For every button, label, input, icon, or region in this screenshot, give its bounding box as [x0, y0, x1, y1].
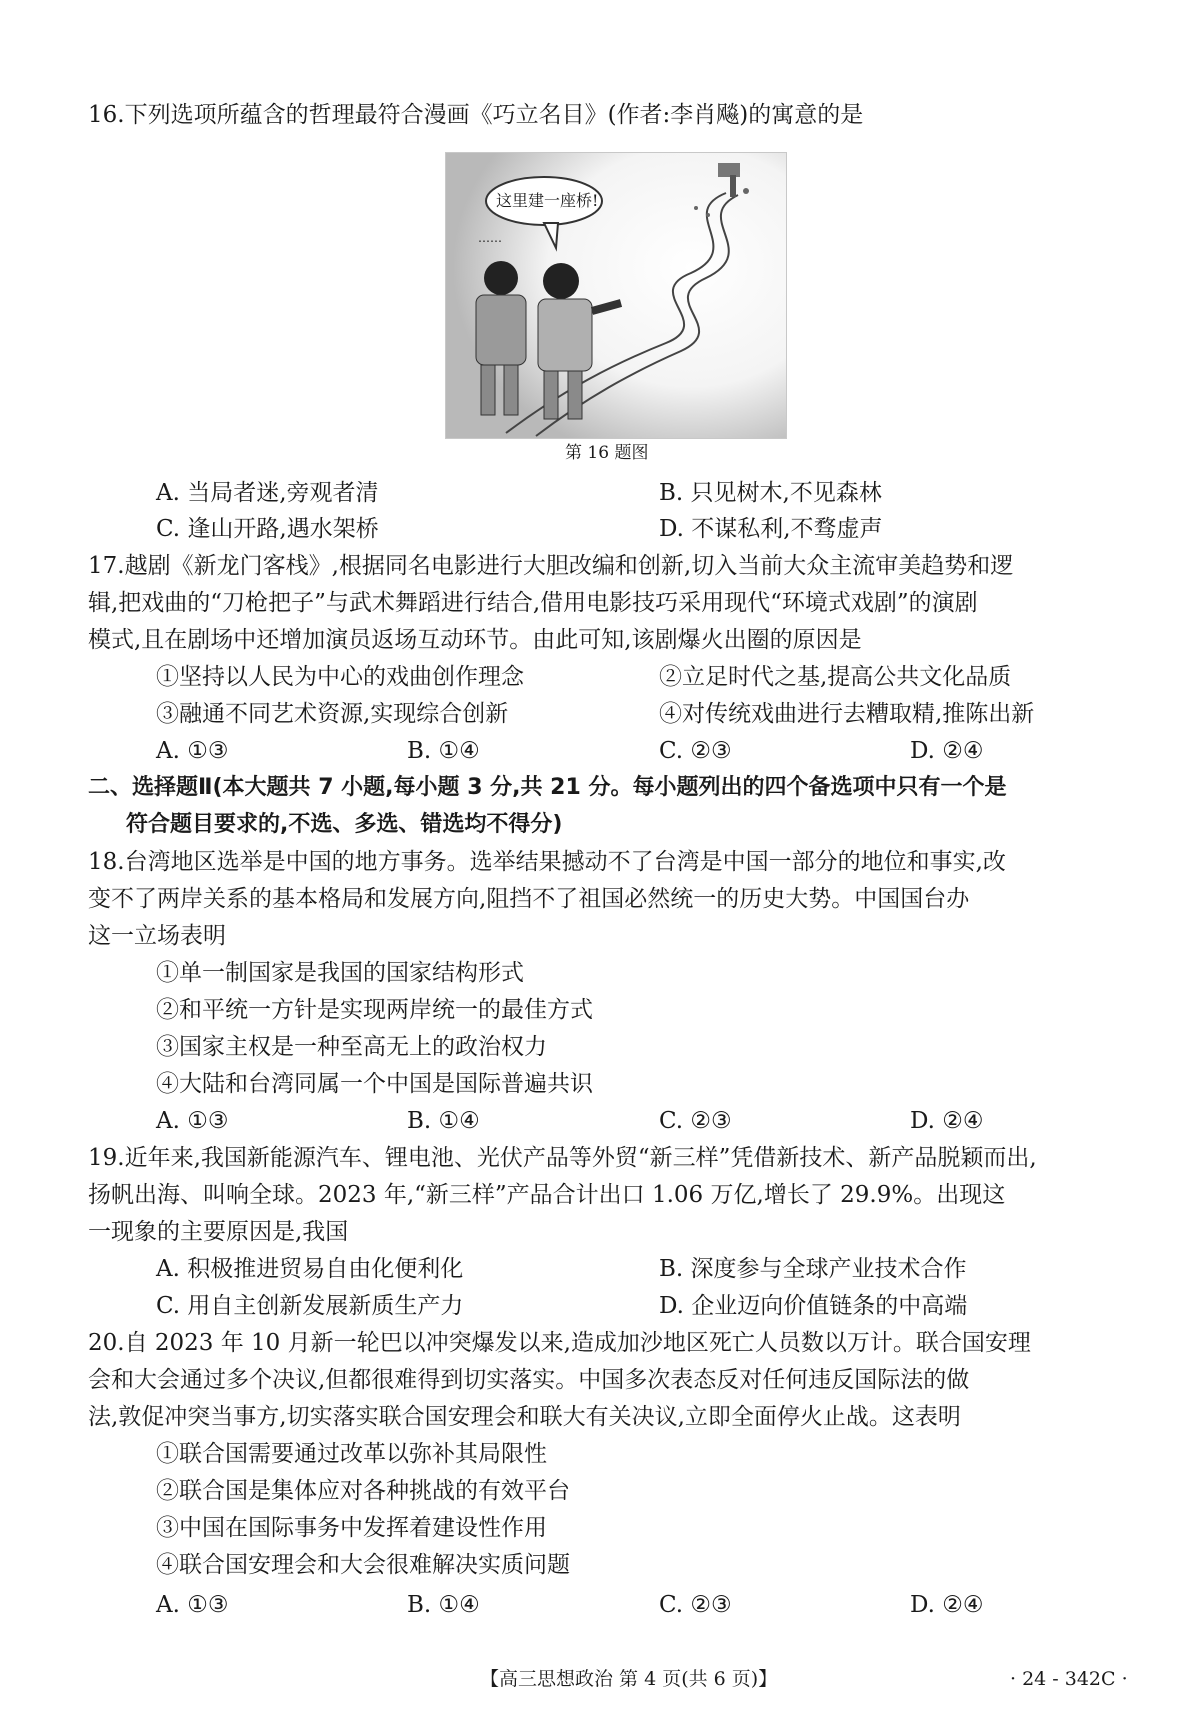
- q20-choice-c: C. ②③: [659, 1592, 732, 1618]
- q17-statement-1: ①坚持以人民为中心的戏曲创作理念: [156, 664, 524, 690]
- q16-option-c: C. 逢山开路,遇水架桥: [156, 516, 379, 542]
- q17-stem-line-1: 17.越剧《新龙门客栈》,根据同名电影进行大胆改编和创新,切入当前大众主流审美趋势和逻: [88, 553, 1014, 579]
- footer-page-info: 【高三思想政治 第 4 页(共 6 页)】: [480, 1668, 778, 1690]
- q18-choice-a: A. ①③: [156, 1108, 229, 1134]
- q20-statement-1: ①联合国需要通过改革以弥补其局限性: [156, 1441, 547, 1467]
- q20-statement-3: ③中国在国际事务中发挥着建设性作用: [156, 1515, 547, 1541]
- q18-stem-line-3: 这一立场表明: [88, 923, 226, 949]
- q19-option-c: C. 用自主创新发展新质生产力: [156, 1293, 464, 1319]
- q18-choice-b: B. ①④: [407, 1108, 480, 1134]
- section-2-heading-cont: 符合题目要求的,不选、多选、错选均不得分): [126, 812, 563, 837]
- q17-statement-4: ④对传统戏曲进行去糟取精,推陈出新: [659, 701, 1035, 727]
- q18-stem-line-1: 18.台湾地区选举是中国的地方事务。选举结果撼动不了台湾是中国一部分的地位和事实,改: [88, 849, 1006, 875]
- q17-choice-d: D. ②④: [910, 738, 984, 764]
- q18-choice-d: D. ②④: [910, 1108, 984, 1134]
- section-2-heading: 二、选择题Ⅱ(本大题共 7 小题,每小题 3 分,共 21 分。每小题列出的四个备选项中只有一个是: [88, 775, 1007, 800]
- q16-option-a: A. 当局者迷,旁观者清: [156, 480, 379, 506]
- footer-code: · 24 - 342C ·: [1010, 1668, 1128, 1690]
- speech-bubble-text: 这里建一座桥!: [496, 191, 599, 210]
- q17-statement-2: ②立足时代之基,提高公共文化品质: [659, 664, 1012, 690]
- q19-option-b: B. 深度参与全球产业技术合作: [659, 1256, 967, 1282]
- q16-option-b: B. 只见树木,不见森林: [659, 480, 882, 506]
- q19-stem-line-2: 扬帆出海、叫响全球。2023 年,“新三样”产品合计出口 1.06 万亿,增长了 29.9%。出现这: [88, 1182, 1006, 1208]
- q19-option-a: A. 积极推进贸易自由化便利化: [156, 1256, 464, 1282]
- q17-choice-a: A. ①③: [156, 738, 229, 764]
- q18-statement-1: ①单一制国家是我国的国家结构形式: [156, 960, 524, 986]
- q18-statement-3: ③国家主权是一种至高无上的政治权力: [156, 1034, 547, 1060]
- speech-dots: ……: [478, 231, 502, 245]
- q18-statement-2: ②和平统一方针是实现两岸统一的最佳方式: [156, 997, 593, 1023]
- q19-stem-line-3: 一现象的主要原因是,我国: [88, 1219, 349, 1245]
- figure-caption: 第 16 题图: [565, 443, 649, 463]
- q17-choice-b: B. ①④: [407, 738, 480, 764]
- q16-stem: 16.下列选项所蕴含的哲理最符合漫画《巧立名目》(作者:李肖飚)的寓意的是: [88, 102, 864, 128]
- q17-statement-3: ③融通不同艺术资源,实现综合创新: [156, 701, 509, 727]
- q20-statement-4: ④联合国安理会和大会很难解决实质问题: [156, 1552, 570, 1578]
- q19-option-d: D. 企业迈向价值链条的中高端: [659, 1293, 968, 1319]
- q16-option-d: D. 不谋私利,不骛虚声: [659, 516, 883, 542]
- q18-statement-4: ④大陆和台湾同属一个中国是国际普遍共识: [156, 1071, 593, 1097]
- q20-stem-line-2: 会和大会通过多个决议,但都很难得到切实落实。中国多次表态反对任何违反国际法的做: [88, 1367, 970, 1393]
- q18-choice-c: C. ②③: [659, 1108, 732, 1134]
- q17-stem-line-3: 模式,且在剧场中还增加演员返场互动环节。由此可知,该剧爆火出圈的原因是: [88, 627, 862, 653]
- cartoon-figure: [445, 152, 787, 439]
- q20-stem-line-3: 法,敦促冲突当事方,切实落实联合国安理会和联大有关决议,立即全面停火止战。这表明: [88, 1404, 961, 1430]
- q20-statement-2: ②联合国是集体应对各种挑战的有效平台: [156, 1478, 570, 1504]
- q20-choice-d: D. ②④: [910, 1592, 984, 1618]
- q19-stem-line-1: 19.近年来,我国新能源汽车、锂电池、光伏产品等外贸“新三样”凭借新技术、新产品脱颖而出,: [88, 1145, 1037, 1171]
- q20-choice-a: A. ①③: [156, 1592, 229, 1618]
- q18-stem-line-2: 变不了两岸关系的基本格局和发展方向,阻挡不了祖国必然统一的历史大势。中国国台办: [88, 886, 970, 912]
- q20-choice-b: B. ①④: [407, 1592, 480, 1618]
- q17-stem-line-2: 辑,把戏曲的“刀枪把子”与武术舞蹈进行结合,借用电影技巧采用现代“环境式戏剧”的演剧: [88, 590, 978, 616]
- q20-stem-line-1: 20.自 2023 年 10 月新一轮巴以冲突爆发以来,造成加沙地区死亡人员数以万计。联合国安理: [88, 1330, 1031, 1356]
- q17-choice-c: C. ②③: [659, 738, 732, 764]
